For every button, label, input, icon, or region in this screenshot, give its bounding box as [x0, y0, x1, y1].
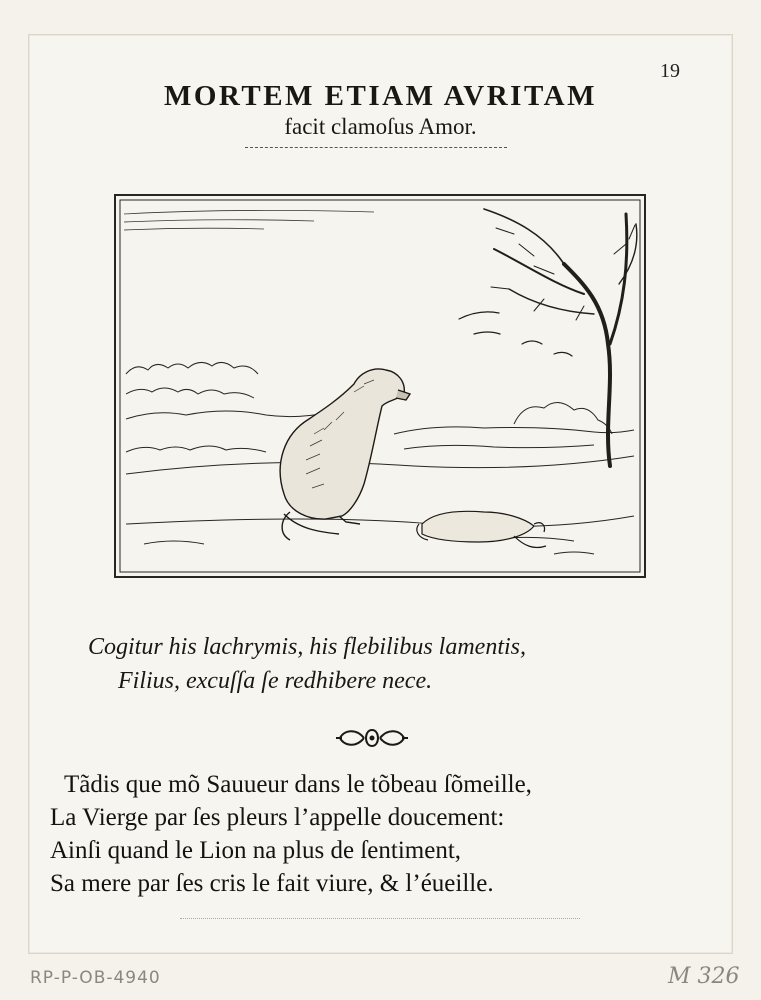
latin-line-1: Cogitur his lachrymis, his flebilibus lamentis,: [88, 634, 527, 660]
inventory-number-left: RP-P-OB-4940: [30, 968, 161, 988]
motto-subtitle: facit clamoſus Amor.: [284, 114, 477, 139]
french-line-3: Ainſi quand le Lion na plus de ſentiment,: [50, 837, 462, 864]
inventory-number-right: M 326: [668, 964, 740, 989]
french-line-1: Tãdis que mõ Sauueur dans le tõbeau ſõmeille,: [64, 771, 532, 798]
latin-verse: [88, 630, 708, 698]
motto-title: MORTEM ETIAM AVRITAM: [164, 80, 597, 112]
french-line-2: La Vierge par ſes pleurs l’appelle doucement:: [50, 804, 505, 831]
latin-line-2: Filius, excuſſa ſe redhibere nece.: [118, 668, 433, 694]
bottom-rule: [180, 918, 580, 919]
engraving-image: [114, 194, 646, 578]
fleuron-ornament-icon: [334, 724, 410, 752]
motto-underline: [245, 147, 507, 148]
french-line-4: Sa mere par ſes cris le fait viure, & l’éueille.: [50, 870, 494, 897]
page-number: 19: [660, 60, 680, 82]
french-verse: [50, 768, 710, 900]
